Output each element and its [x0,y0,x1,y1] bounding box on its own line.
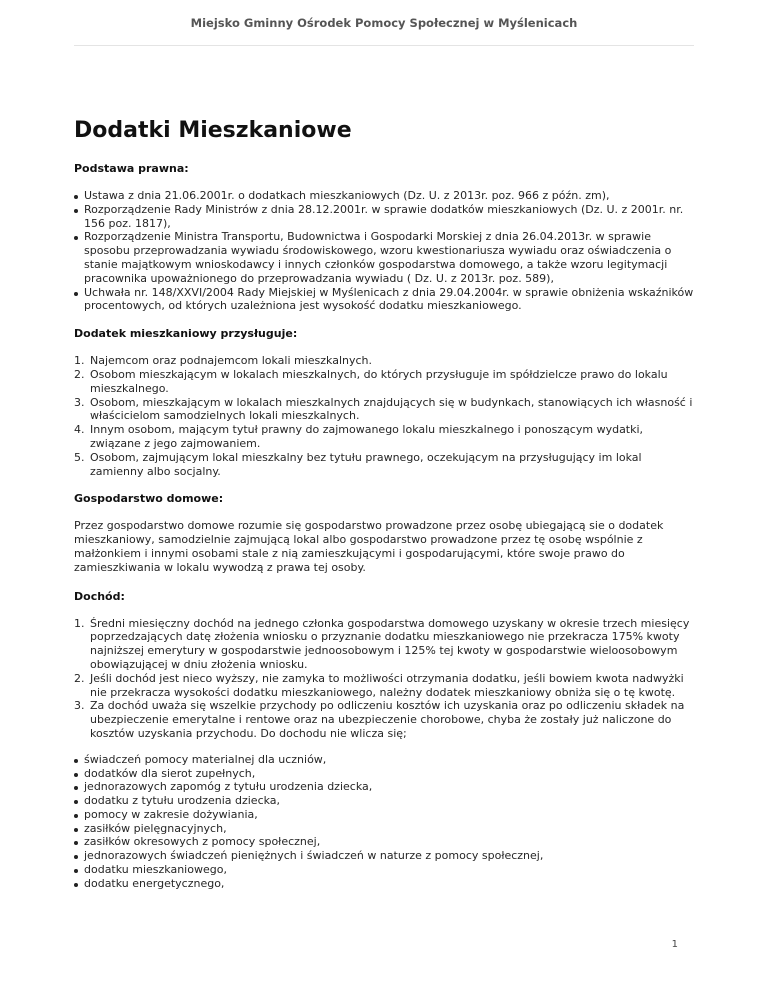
household-paragraph: Przez gospodarstwo domowe rozumie się gospodarstwo prowadzone przez osobę ubiegającą sie o dodatek mieszkaniowy, samodzielnie zajmującą lokal albo gospodarstwo prowadzone przez tę osobę wspólnie z małżonkiem i innymi osobami stale z nią zamieszkującymi i gospodarującymi, które swoje prawo do zamieszkiwania w lokalu wywodzą z prawa tej osoby. [74,519,664,574]
list-item: zasiłków okresowych z pomocy społecznej, [74,835,696,849]
eligibility-heading: Dodatek mieszkaniowy przysługuje: [74,327,298,341]
list-item: dodatku z tytułu urodzenia dziecka, [74,794,696,808]
header-divider [74,45,694,46]
list-item: 2. Jeśli dochód jest nieco wyższy, nie zamyka to możliwości otrzymania dodatku, jeśli bowiem kwota nadwyżki nie przekracza wysokości dodatku mieszkaniowego, należny dodatek mieszkaniowy obniża się o tę kwotę. [88,672,696,700]
list-item: dodatku energetycznego, [74,877,696,891]
list-item: jednorazowych zapomóg z tytułu urodzenia dziecka, [74,780,696,794]
legal-basis-heading: Podstawa prawna: [74,162,189,175]
list-item: 4. Innym osobom, mającym tytuł prawny do zajmowanego lokalu mieszkalnego i ponoszącym wydatki, związane z jego zajmowaniem. [88,423,696,451]
list-item: Rozporządzenie Rady Ministrów z dnia 28.12.2001r. w sprawie dodatków mieszkaniowych (Dz. U. z 2001r. nr. 156 poz. 1817), [74,203,696,231]
list-item: 1. Najemcom oraz podnajemcom lokali mieszkalnych. [88,354,696,368]
list-item: 3. Za dochód uważa się wszelkie przychody po odliczeniu kosztów ich uzyskania oraz po odliczeniu składek na ubezpieczenie emerytalne i rentowe oraz na ubezpieczenie chorobowe, chyba że zostały już naliczone do kosztów uzyskania przychodu. Do dochodu nie wlicza się; [88,699,696,740]
list-item: 3. Osobom, mieszkającym w lokalach mieszkalnych znajdujących się w budynkach, stanowiących ich własność i właścicielom samodzielnych lokali mieszkalnych. [88,396,696,424]
list-item: dodatku mieszkaniowego, [74,863,696,877]
list-item: 2. Osobom mieszkającym w lokalach mieszkalnych, do których przysługuje im spółdzielcze prawo do lokalu mieszkalnego. [88,368,696,396]
household-heading: Gospodarstwo domowe: [74,492,224,506]
list-item: pomocy w zakresie dożywiania, [74,808,696,822]
list-item: zasiłków pielęgnacyjnych, [74,822,696,836]
list-item: Ustawa z dnia 21.06.2001r. o dodatkach mieszkaniowych (Dz. U. z 2013r. poz. 966 z późn. zm), [74,189,696,203]
page-title: Dodatki Mieszkaniowe [74,118,352,143]
document-body [74,116,696,905]
document-header: Miejsko Gminny Ośrodek Pomocy Społecznej w Myślenicach [190,16,578,30]
list-item: 1. Średni miesięczny dochód na jednego członka gospodarstwa domowego uzyskany w okresie trzech miesięcy poprzedzających datę złożenia wniosku o przyznanie dodatku mieszkaniowego nie przekracza 175% kwoty najniższej emerytury w gospodarstwie jednoosobowym i 125% tej kwoty w gospodarstwie wieloosobowym obowiązującej w dniu złożenia wniosku. [88,617,696,672]
list-item: Rozporządzenie Ministra Transportu, Budownictwa i Gospodarki Morskiej z dnia 26.04.2013r. w sprawie sposobu przeprowadzania wywiadu środowiskowego, wzoru kwestionariusza wywiadu oraz oświadczenia o stanie majątkowym wnioskodawcy i innych członków gospodarstwa domowego, a także wzoru legitymacji pracownika upoważnionego do przeprowadzania wywiadu ( Dz. U. z 2013r. poz. 589), [74,230,696,285]
income-heading: Dochód: [74,589,125,603]
list-item: 5. Osobom, zajmującym lokal mieszkalny bez tytułu prawnego, oczekującym na przysługujący im lokal zamienny albo socjalny. [88,451,696,479]
income-list [74,617,696,741]
legal-basis-list [74,189,696,313]
eligibility-list [74,354,696,478]
income-exclusions-list [74,753,696,891]
list-item: jednorazowych świadczeń pieniężnych i świadczeń w naturze z pomocy społecznej, [74,849,696,863]
list-item: świadczeń pomocy materialnej dla uczniów, [74,753,696,767]
list-item: dodatków dla sierot zupełnych, [74,767,696,781]
list-item: Uchwała nr. 148/XXVI/2004 Rady Miejskiej w Myślenicach z dnia 29.04.2004r. w sprawie obniżenia wskaźników procentowych, od których uzależniona jest wysokość dodatku mieszkaniowego. [74,286,696,314]
page-number: 1 [671,939,678,950]
